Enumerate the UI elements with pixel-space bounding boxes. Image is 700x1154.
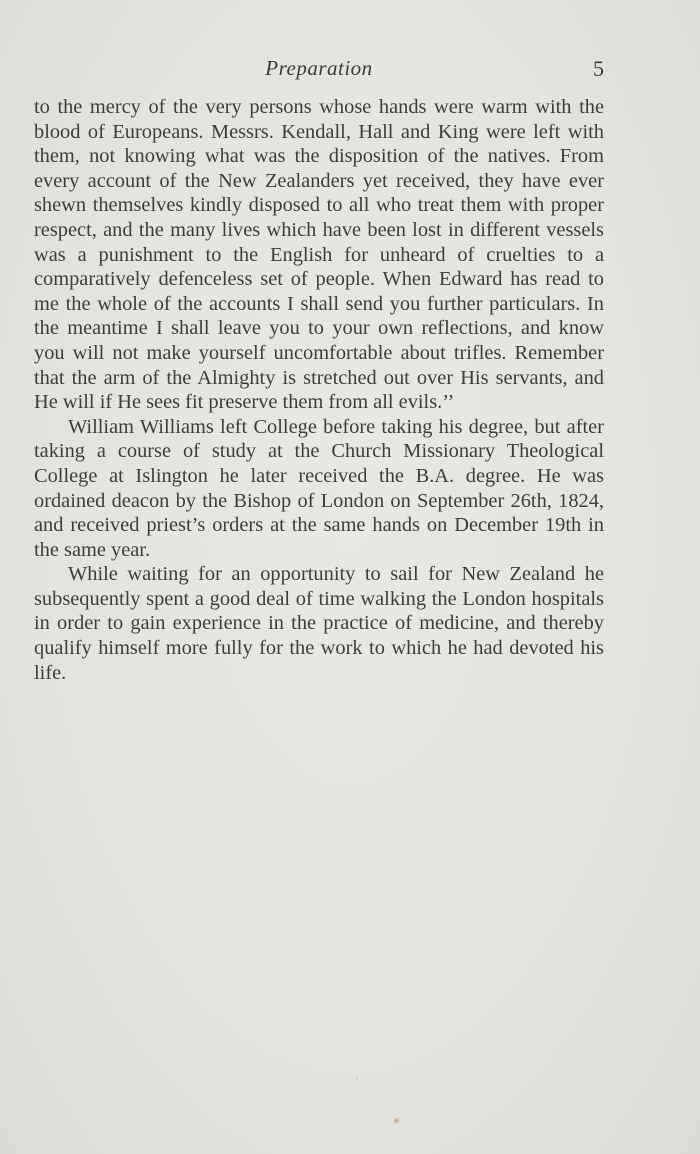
page-header	[34, 56, 604, 86]
paragraph-ordination: William Williams left College before taking his degree, but after taking a course of study at the Church Missionary Theological College at Islington he later received the B.A. degree. He was ordained deacon by the Bishop of London on September 26th, 1824, and received priest’s orders at the same hands on December 19th in the same year.	[34, 415, 604, 561]
running-title: Preparation	[265, 56, 373, 80]
body-text	[34, 95, 604, 685]
paper-speck	[356, 1078, 358, 1080]
paper-speck	[394, 1118, 399, 1123]
page-number: 5	[593, 56, 604, 81]
paragraph-medicine: While waiting for an opportunity to sail for New Zealand he subsequently spent a good deal of time walking the London hospitals in order to gain experience in the practice of medicine, and thereby qualify himself more fully for the work to which he had devoted his life.	[34, 563, 604, 684]
paragraph-continued: to the mercy of the very persons whose hands were warm with the blood of Europeans. Messrs. Kendall, Hall and King were left with them, not knowing what was the disposition of the natives. From every account of the New Zealanders yet received, they have ever shewn themselves kindly disposed to all who treat them with proper respect, and the many lives which have been lost in different vessels was a punishment to the English for unheard of cruelties to a comparatively defenceless set of people. When Edward has read to me the whole of the accounts I shall send you further particulars. In the meantime I shall leave you to your own reflections, and know you will not make yourself uncomfortable about trifles. Remember that the arm of the Almighty is stretched out over His servants, and He will if He sees fit preserve them from all evils.’’	[34, 96, 604, 414]
